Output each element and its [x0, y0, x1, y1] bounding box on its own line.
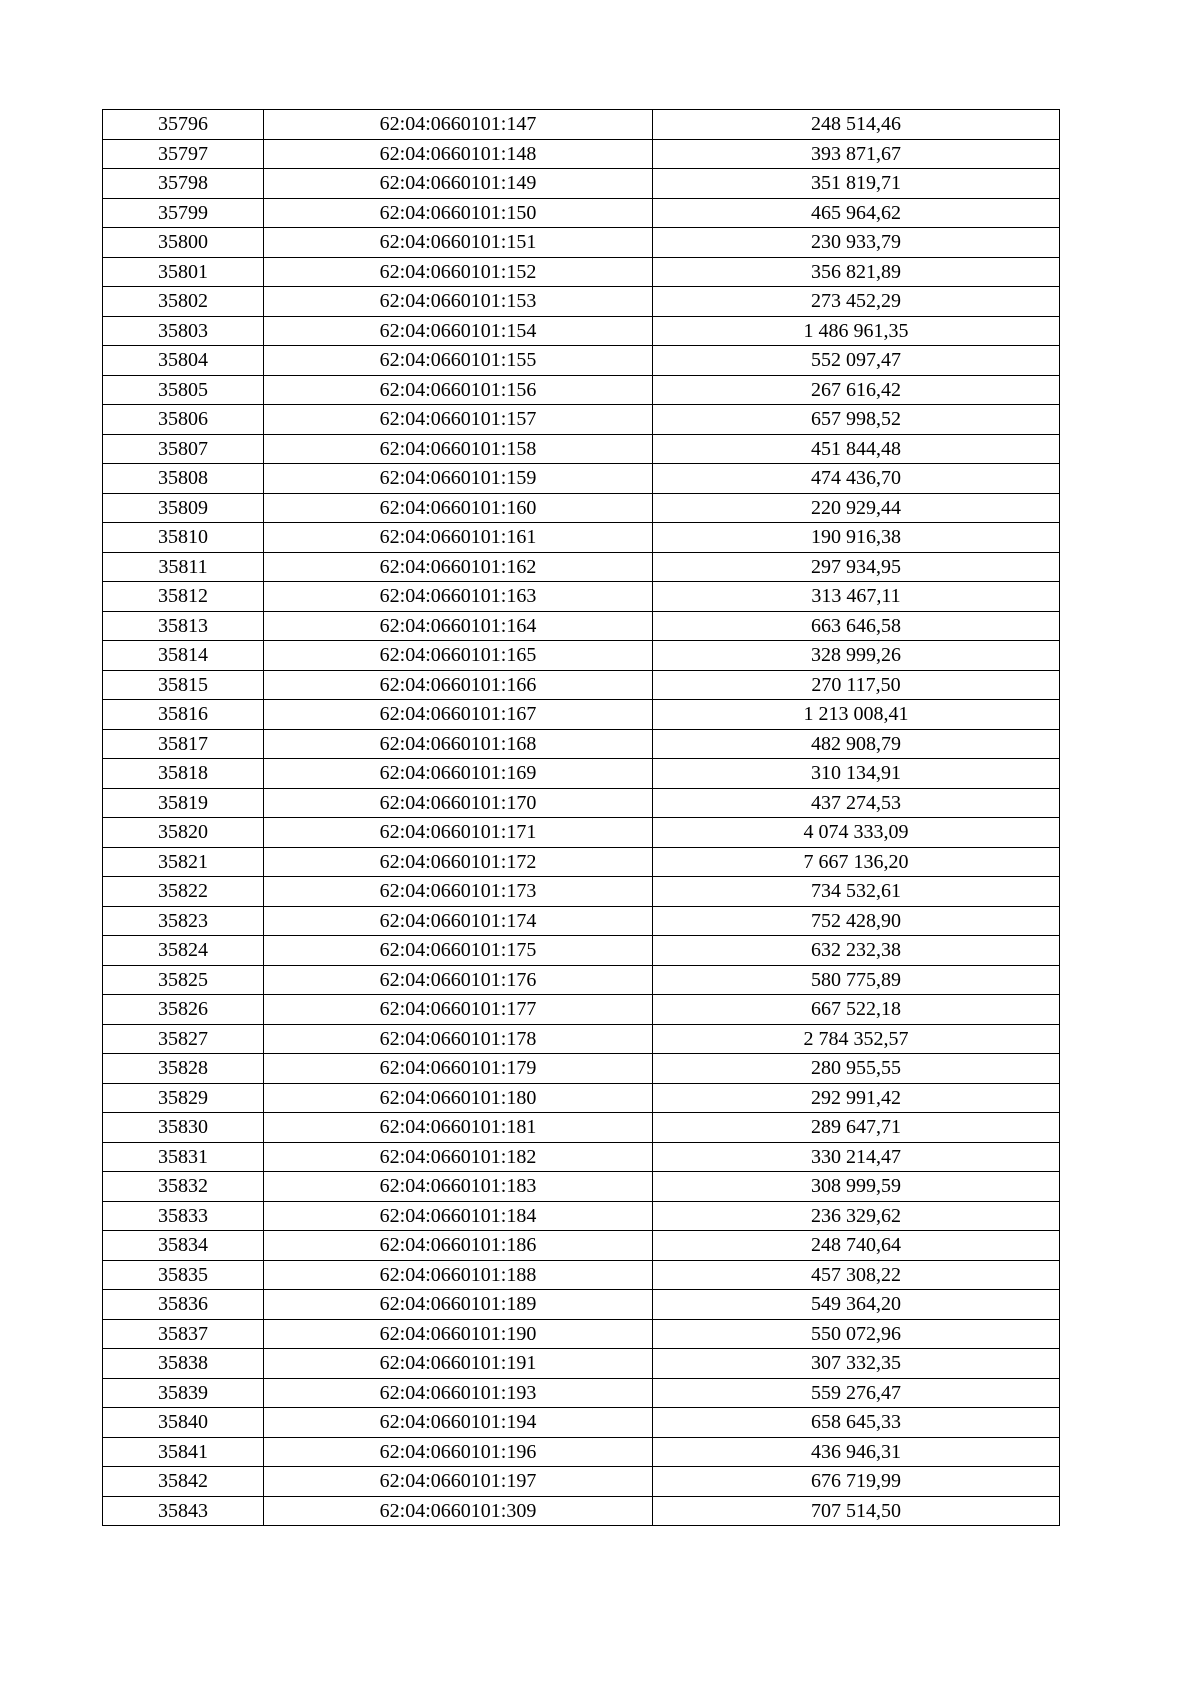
row-number-cell: 35838 [103, 1349, 264, 1379]
row-number-cell: 35816 [103, 700, 264, 730]
row-number-cell: 35823 [103, 906, 264, 936]
cadastral-value-cell: 307 332,35 [653, 1349, 1060, 1379]
table-row [103, 434, 1060, 464]
cadastral-number-cell: 62:04:0660101:148 [264, 139, 653, 169]
cadastral-value-cell: 465 964,62 [653, 198, 1060, 228]
cadastral-value-table [102, 109, 1060, 1526]
cadastral-number-cell: 62:04:0660101:309 [264, 1496, 653, 1526]
table-row [103, 1467, 1060, 1497]
row-number-cell: 35839 [103, 1378, 264, 1408]
row-number-cell: 35815 [103, 670, 264, 700]
cadastral-number-cell: 62:04:0660101:175 [264, 936, 653, 966]
cadastral-value-cell: 313 467,11 [653, 582, 1060, 612]
cadastral-number-cell: 62:04:0660101:194 [264, 1408, 653, 1438]
table-row [103, 729, 1060, 759]
cadastral-value-cell: 676 719,99 [653, 1467, 1060, 1497]
cadastral-number-cell: 62:04:0660101:189 [264, 1290, 653, 1320]
table-row [103, 877, 1060, 907]
row-number-cell: 35828 [103, 1054, 264, 1084]
cadastral-number-cell: 62:04:0660101:165 [264, 641, 653, 671]
cadastral-number-cell: 62:04:0660101:156 [264, 375, 653, 405]
cadastral-value-cell: 236 329,62 [653, 1201, 1060, 1231]
cadastral-number-cell: 62:04:0660101:155 [264, 346, 653, 376]
table-row [103, 464, 1060, 494]
row-number-cell: 35805 [103, 375, 264, 405]
cadastral-value-cell: 310 134,91 [653, 759, 1060, 789]
table-row [103, 1496, 1060, 1526]
table-row [103, 110, 1060, 140]
table-row [103, 700, 1060, 730]
cadastral-value-cell: 267 616,42 [653, 375, 1060, 405]
cadastral-value-cell: 7 667 136,20 [653, 847, 1060, 877]
table-row [103, 1378, 1060, 1408]
row-number-cell: 35799 [103, 198, 264, 228]
cadastral-number-cell: 62:04:0660101:193 [264, 1378, 653, 1408]
cadastral-value-cell: 2 784 352,57 [653, 1024, 1060, 1054]
row-number-cell: 35802 [103, 287, 264, 317]
table-row [103, 582, 1060, 612]
row-number-cell: 35842 [103, 1467, 264, 1497]
table-row [103, 936, 1060, 966]
row-number-cell: 35810 [103, 523, 264, 553]
table-row [103, 1319, 1060, 1349]
row-number-cell: 35809 [103, 493, 264, 523]
cadastral-value-cell: 220 929,44 [653, 493, 1060, 523]
cadastral-number-cell: 62:04:0660101:186 [264, 1231, 653, 1261]
row-number-cell: 35814 [103, 641, 264, 671]
row-number-cell: 35819 [103, 788, 264, 818]
cadastral-number-cell: 62:04:0660101:161 [264, 523, 653, 553]
cadastral-number-cell: 62:04:0660101:153 [264, 287, 653, 317]
cadastral-number-cell: 62:04:0660101:182 [264, 1142, 653, 1172]
cadastral-number-cell: 62:04:0660101:188 [264, 1260, 653, 1290]
cadastral-number-cell: 62:04:0660101:170 [264, 788, 653, 818]
table-row [103, 965, 1060, 995]
table-row [103, 670, 1060, 700]
cadastral-number-cell: 62:04:0660101:157 [264, 405, 653, 435]
cadastral-number-cell: 62:04:0660101:167 [264, 700, 653, 730]
cadastral-value-cell: 230 933,79 [653, 228, 1060, 258]
table-row [103, 346, 1060, 376]
cadastral-number-cell: 62:04:0660101:172 [264, 847, 653, 877]
table-row [103, 1024, 1060, 1054]
row-number-cell: 35843 [103, 1496, 264, 1526]
row-number-cell: 35804 [103, 346, 264, 376]
cadastral-number-cell: 62:04:0660101:168 [264, 729, 653, 759]
row-number-cell: 35822 [103, 877, 264, 907]
cadastral-number-cell: 62:04:0660101:147 [264, 110, 653, 140]
cadastral-number-cell: 62:04:0660101:151 [264, 228, 653, 258]
cadastral-value-cell: 4 074 333,09 [653, 818, 1060, 848]
cadastral-number-cell: 62:04:0660101:160 [264, 493, 653, 523]
table-row [103, 1349, 1060, 1379]
cadastral-number-cell: 62:04:0660101:190 [264, 1319, 653, 1349]
table-row [103, 139, 1060, 169]
cadastral-value-cell: 248 514,46 [653, 110, 1060, 140]
cadastral-number-cell: 62:04:0660101:159 [264, 464, 653, 494]
row-number-cell: 35818 [103, 759, 264, 789]
cadastral-number-cell: 62:04:0660101:158 [264, 434, 653, 464]
cadastral-value-cell: 1 486 961,35 [653, 316, 1060, 346]
row-number-cell: 35803 [103, 316, 264, 346]
table-row [103, 1113, 1060, 1143]
cadastral-value-cell: 580 775,89 [653, 965, 1060, 995]
cadastral-value-cell: 752 428,90 [653, 906, 1060, 936]
row-number-cell: 35833 [103, 1201, 264, 1231]
cadastral-value-cell: 292 991,42 [653, 1083, 1060, 1113]
table-row [103, 759, 1060, 789]
cadastral-value-cell: 550 072,96 [653, 1319, 1060, 1349]
cadastral-number-cell: 62:04:0660101:174 [264, 906, 653, 936]
cadastral-value-cell: 356 821,89 [653, 257, 1060, 287]
cadastral-number-cell: 62:04:0660101:177 [264, 995, 653, 1025]
row-number-cell: 35829 [103, 1083, 264, 1113]
cadastral-value-cell: 190 916,38 [653, 523, 1060, 553]
row-number-cell: 35796 [103, 110, 264, 140]
cadastral-value-cell: 273 452,29 [653, 287, 1060, 317]
table-row [103, 1054, 1060, 1084]
table-row [103, 257, 1060, 287]
table-row [103, 906, 1060, 936]
table-row [103, 493, 1060, 523]
table-row [103, 375, 1060, 405]
cadastral-value-cell: 270 117,50 [653, 670, 1060, 700]
cadastral-value-cell: 297 934,95 [653, 552, 1060, 582]
row-number-cell: 35820 [103, 818, 264, 848]
table-body [103, 110, 1060, 1526]
cadastral-value-cell: 451 844,48 [653, 434, 1060, 464]
row-number-cell: 35797 [103, 139, 264, 169]
cadastral-number-cell: 62:04:0660101:154 [264, 316, 653, 346]
cadastral-value-cell: 657 998,52 [653, 405, 1060, 435]
row-number-cell: 35831 [103, 1142, 264, 1172]
row-number-cell: 35840 [103, 1408, 264, 1438]
table-row [103, 1142, 1060, 1172]
row-number-cell: 35836 [103, 1290, 264, 1320]
cadastral-value-cell: 667 522,18 [653, 995, 1060, 1025]
cadastral-number-cell: 62:04:0660101:152 [264, 257, 653, 287]
row-number-cell: 35825 [103, 965, 264, 995]
cadastral-value-cell: 559 276,47 [653, 1378, 1060, 1408]
cadastral-number-cell: 62:04:0660101:149 [264, 169, 653, 199]
table-row [103, 405, 1060, 435]
cadastral-value-cell: 658 645,33 [653, 1408, 1060, 1438]
table-row [103, 1172, 1060, 1202]
row-number-cell: 35832 [103, 1172, 264, 1202]
cadastral-value-cell: 734 532,61 [653, 877, 1060, 907]
row-number-cell: 35811 [103, 552, 264, 582]
cadastral-value-cell: 552 097,47 [653, 346, 1060, 376]
cadastral-value-cell: 482 908,79 [653, 729, 1060, 759]
table-row [103, 1083, 1060, 1113]
cadastral-number-cell: 62:04:0660101:150 [264, 198, 653, 228]
cadastral-value-cell: 707 514,50 [653, 1496, 1060, 1526]
row-number-cell: 35808 [103, 464, 264, 494]
cadastral-number-cell: 62:04:0660101:178 [264, 1024, 653, 1054]
cadastral-number-cell: 62:04:0660101:163 [264, 582, 653, 612]
cadastral-number-cell: 62:04:0660101:183 [264, 1172, 653, 1202]
table-row [103, 1290, 1060, 1320]
table-row [103, 523, 1060, 553]
row-number-cell: 35826 [103, 995, 264, 1025]
row-number-cell: 35837 [103, 1319, 264, 1349]
table-row [103, 287, 1060, 317]
table-row [103, 995, 1060, 1025]
row-number-cell: 35813 [103, 611, 264, 641]
cadastral-number-cell: 62:04:0660101:180 [264, 1083, 653, 1113]
cadastral-number-cell: 62:04:0660101:173 [264, 877, 653, 907]
cadastral-value-cell: 474 436,70 [653, 464, 1060, 494]
cadastral-value-cell: 632 232,38 [653, 936, 1060, 966]
table-row [103, 198, 1060, 228]
row-number-cell: 35817 [103, 729, 264, 759]
cadastral-number-cell: 62:04:0660101:191 [264, 1349, 653, 1379]
cadastral-value-cell: 351 819,71 [653, 169, 1060, 199]
cadastral-value-cell: 457 308,22 [653, 1260, 1060, 1290]
cadastral-value-cell: 308 999,59 [653, 1172, 1060, 1202]
cadastral-number-cell: 62:04:0660101:196 [264, 1437, 653, 1467]
cadastral-value-cell: 436 946,31 [653, 1437, 1060, 1467]
row-number-cell: 35801 [103, 257, 264, 287]
table-row [103, 1231, 1060, 1261]
cadastral-number-cell: 62:04:0660101:164 [264, 611, 653, 641]
table-row [103, 1437, 1060, 1467]
row-number-cell: 35835 [103, 1260, 264, 1290]
row-number-cell: 35827 [103, 1024, 264, 1054]
cadastral-number-cell: 62:04:0660101:171 [264, 818, 653, 848]
table-row [103, 169, 1060, 199]
row-number-cell: 35800 [103, 228, 264, 258]
table-row [103, 552, 1060, 582]
cadastral-number-cell: 62:04:0660101:166 [264, 670, 653, 700]
cadastral-value-cell: 280 955,55 [653, 1054, 1060, 1084]
row-number-cell: 35830 [103, 1113, 264, 1143]
cadastral-value-cell: 248 740,64 [653, 1231, 1060, 1261]
cadastral-value-cell: 328 999,26 [653, 641, 1060, 671]
row-number-cell: 35812 [103, 582, 264, 612]
cadastral-value-cell: 393 871,67 [653, 139, 1060, 169]
table-row [103, 1201, 1060, 1231]
row-number-cell: 35841 [103, 1437, 264, 1467]
row-number-cell: 35834 [103, 1231, 264, 1261]
cadastral-number-cell: 62:04:0660101:162 [264, 552, 653, 582]
cadastral-value-cell: 289 647,71 [653, 1113, 1060, 1143]
row-number-cell: 35798 [103, 169, 264, 199]
cadastral-number-cell: 62:04:0660101:179 [264, 1054, 653, 1084]
cadastral-number-cell: 62:04:0660101:197 [264, 1467, 653, 1497]
table-row [103, 1408, 1060, 1438]
cadastral-number-cell: 62:04:0660101:169 [264, 759, 653, 789]
table-row [103, 818, 1060, 848]
table-row [103, 611, 1060, 641]
cadastral-value-cell: 549 364,20 [653, 1290, 1060, 1320]
row-number-cell: 35806 [103, 405, 264, 435]
table-row [103, 641, 1060, 671]
cadastral-value-cell: 330 214,47 [653, 1142, 1060, 1172]
cadastral-number-cell: 62:04:0660101:184 [264, 1201, 653, 1231]
table-row [103, 788, 1060, 818]
row-number-cell: 35821 [103, 847, 264, 877]
cadastral-number-cell: 62:04:0660101:181 [264, 1113, 653, 1143]
cadastral-value-cell: 437 274,53 [653, 788, 1060, 818]
table-row [103, 847, 1060, 877]
row-number-cell: 35807 [103, 434, 264, 464]
cadastral-value-cell: 663 646,58 [653, 611, 1060, 641]
row-number-cell: 35824 [103, 936, 264, 966]
table-row [103, 1260, 1060, 1290]
cadastral-number-cell: 62:04:0660101:176 [264, 965, 653, 995]
table-row [103, 228, 1060, 258]
table-row [103, 316, 1060, 346]
cadastral-value-cell: 1 213 008,41 [653, 700, 1060, 730]
